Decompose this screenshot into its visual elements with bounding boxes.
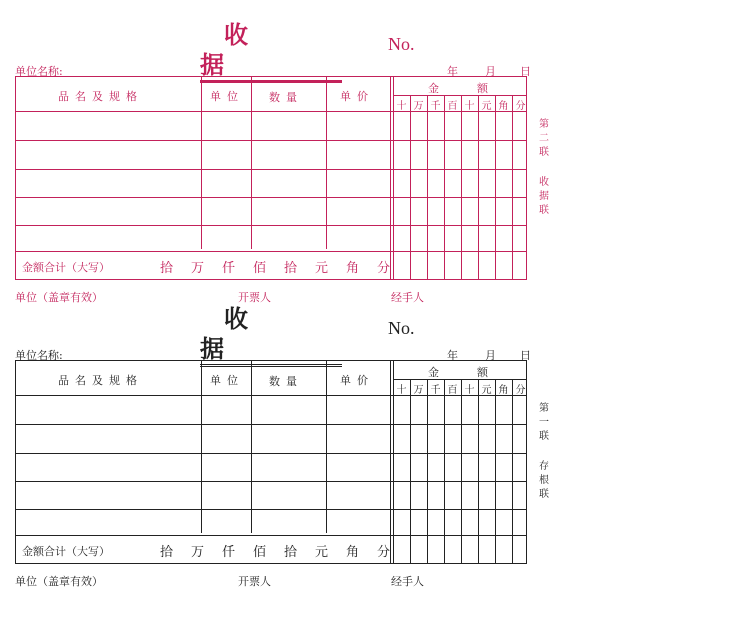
total-amount-units (151, 541, 399, 560)
total-unit: 分 (376, 261, 390, 276)
receipt-table (15, 360, 527, 564)
footer-handler: 经手人 (391, 291, 424, 304)
receipt-title: 收 据 (200, 304, 342, 367)
day-label: 日 (520, 349, 531, 362)
total-unit: 拾 (283, 261, 297, 276)
digit-header: 千 (430, 101, 441, 112)
footer-unit-stamp: 单位（盖章有效） (15, 291, 103, 304)
col-item-header: 品名及规格 (58, 90, 143, 103)
total-unit: 拾 (159, 545, 173, 560)
footer-unit-stamp: 单位（盖章有效） (15, 575, 103, 588)
unit-name-label: 单位名称: (15, 349, 63, 362)
total-unit: 仟 (221, 545, 235, 560)
digit-header: 百 (447, 101, 458, 112)
total-unit: 仟 (221, 261, 235, 276)
total-unit: 元 (314, 545, 328, 560)
total-amount-units (151, 257, 399, 276)
digit-header: 百 (447, 385, 458, 396)
month-label: 月 (485, 349, 496, 362)
digit-header: 千 (430, 385, 441, 396)
total-unit: 元 (314, 261, 328, 276)
footer-issuer: 开票人 (238, 291, 271, 304)
total-unit: 分 (376, 545, 390, 560)
total-unit: 拾 (159, 261, 173, 276)
digit-header: 分 (515, 385, 526, 396)
receipt-title: 收 据 (200, 20, 342, 83)
total-unit: 万 (190, 545, 204, 560)
digit-header: 分 (515, 101, 526, 112)
year-label: 年 (447, 65, 458, 78)
col-amount-header: 金额 (428, 366, 526, 379)
total-unit: 佰 (252, 545, 266, 560)
total-unit: 角 (345, 545, 359, 560)
copy-type-label: 存根联 (539, 461, 549, 500)
col-item-header: 品名及规格 (58, 374, 143, 387)
digit-header: 万 (413, 101, 424, 112)
receipt-number-label: No. (388, 318, 415, 338)
col-unit-header: 单位 (210, 90, 244, 103)
digit-header: 十 (464, 101, 475, 112)
digit-header: 万 (413, 385, 424, 396)
col-qty-header: 数量 (269, 91, 303, 104)
col-price-header: 单价 (340, 90, 374, 103)
digit-header: 元 (481, 101, 492, 112)
copy-type-label: 收据联 (539, 177, 549, 216)
total-amount-label: 金额合计（大写） (22, 545, 110, 558)
month-label: 月 (485, 65, 496, 78)
digit-header: 角 (498, 385, 509, 396)
digit-header: 十 (396, 385, 407, 396)
total-unit: 佰 (252, 261, 266, 276)
year-label: 年 (447, 349, 458, 362)
receipt-table (15, 76, 527, 280)
total-amount-label: 金额合计（大写） (22, 261, 110, 274)
receipt-copy2 (0, 0, 750, 304)
total-unit: 角 (345, 261, 359, 276)
copy-number-label: 第二联 (539, 119, 549, 158)
col-qty-header: 数量 (269, 375, 303, 388)
col-unit-header: 单位 (210, 374, 244, 387)
total-unit: 拾 (283, 545, 297, 560)
receipt-copy1 (0, 284, 750, 588)
footer-handler: 经手人 (391, 575, 424, 588)
unit-name-label: 单位名称: (15, 65, 63, 78)
footer-issuer: 开票人 (238, 575, 271, 588)
col-amount-header: 金额 (428, 82, 526, 95)
digit-header: 十 (464, 385, 475, 396)
digit-header: 角 (498, 101, 509, 112)
digit-header: 十 (396, 101, 407, 112)
copy-number-label: 第一联 (539, 403, 549, 442)
col-price-header: 单价 (340, 374, 374, 387)
total-unit: 万 (190, 261, 204, 276)
receipt-number-label: No. (388, 34, 415, 54)
day-label: 日 (520, 65, 531, 78)
digit-header: 元 (481, 385, 492, 396)
